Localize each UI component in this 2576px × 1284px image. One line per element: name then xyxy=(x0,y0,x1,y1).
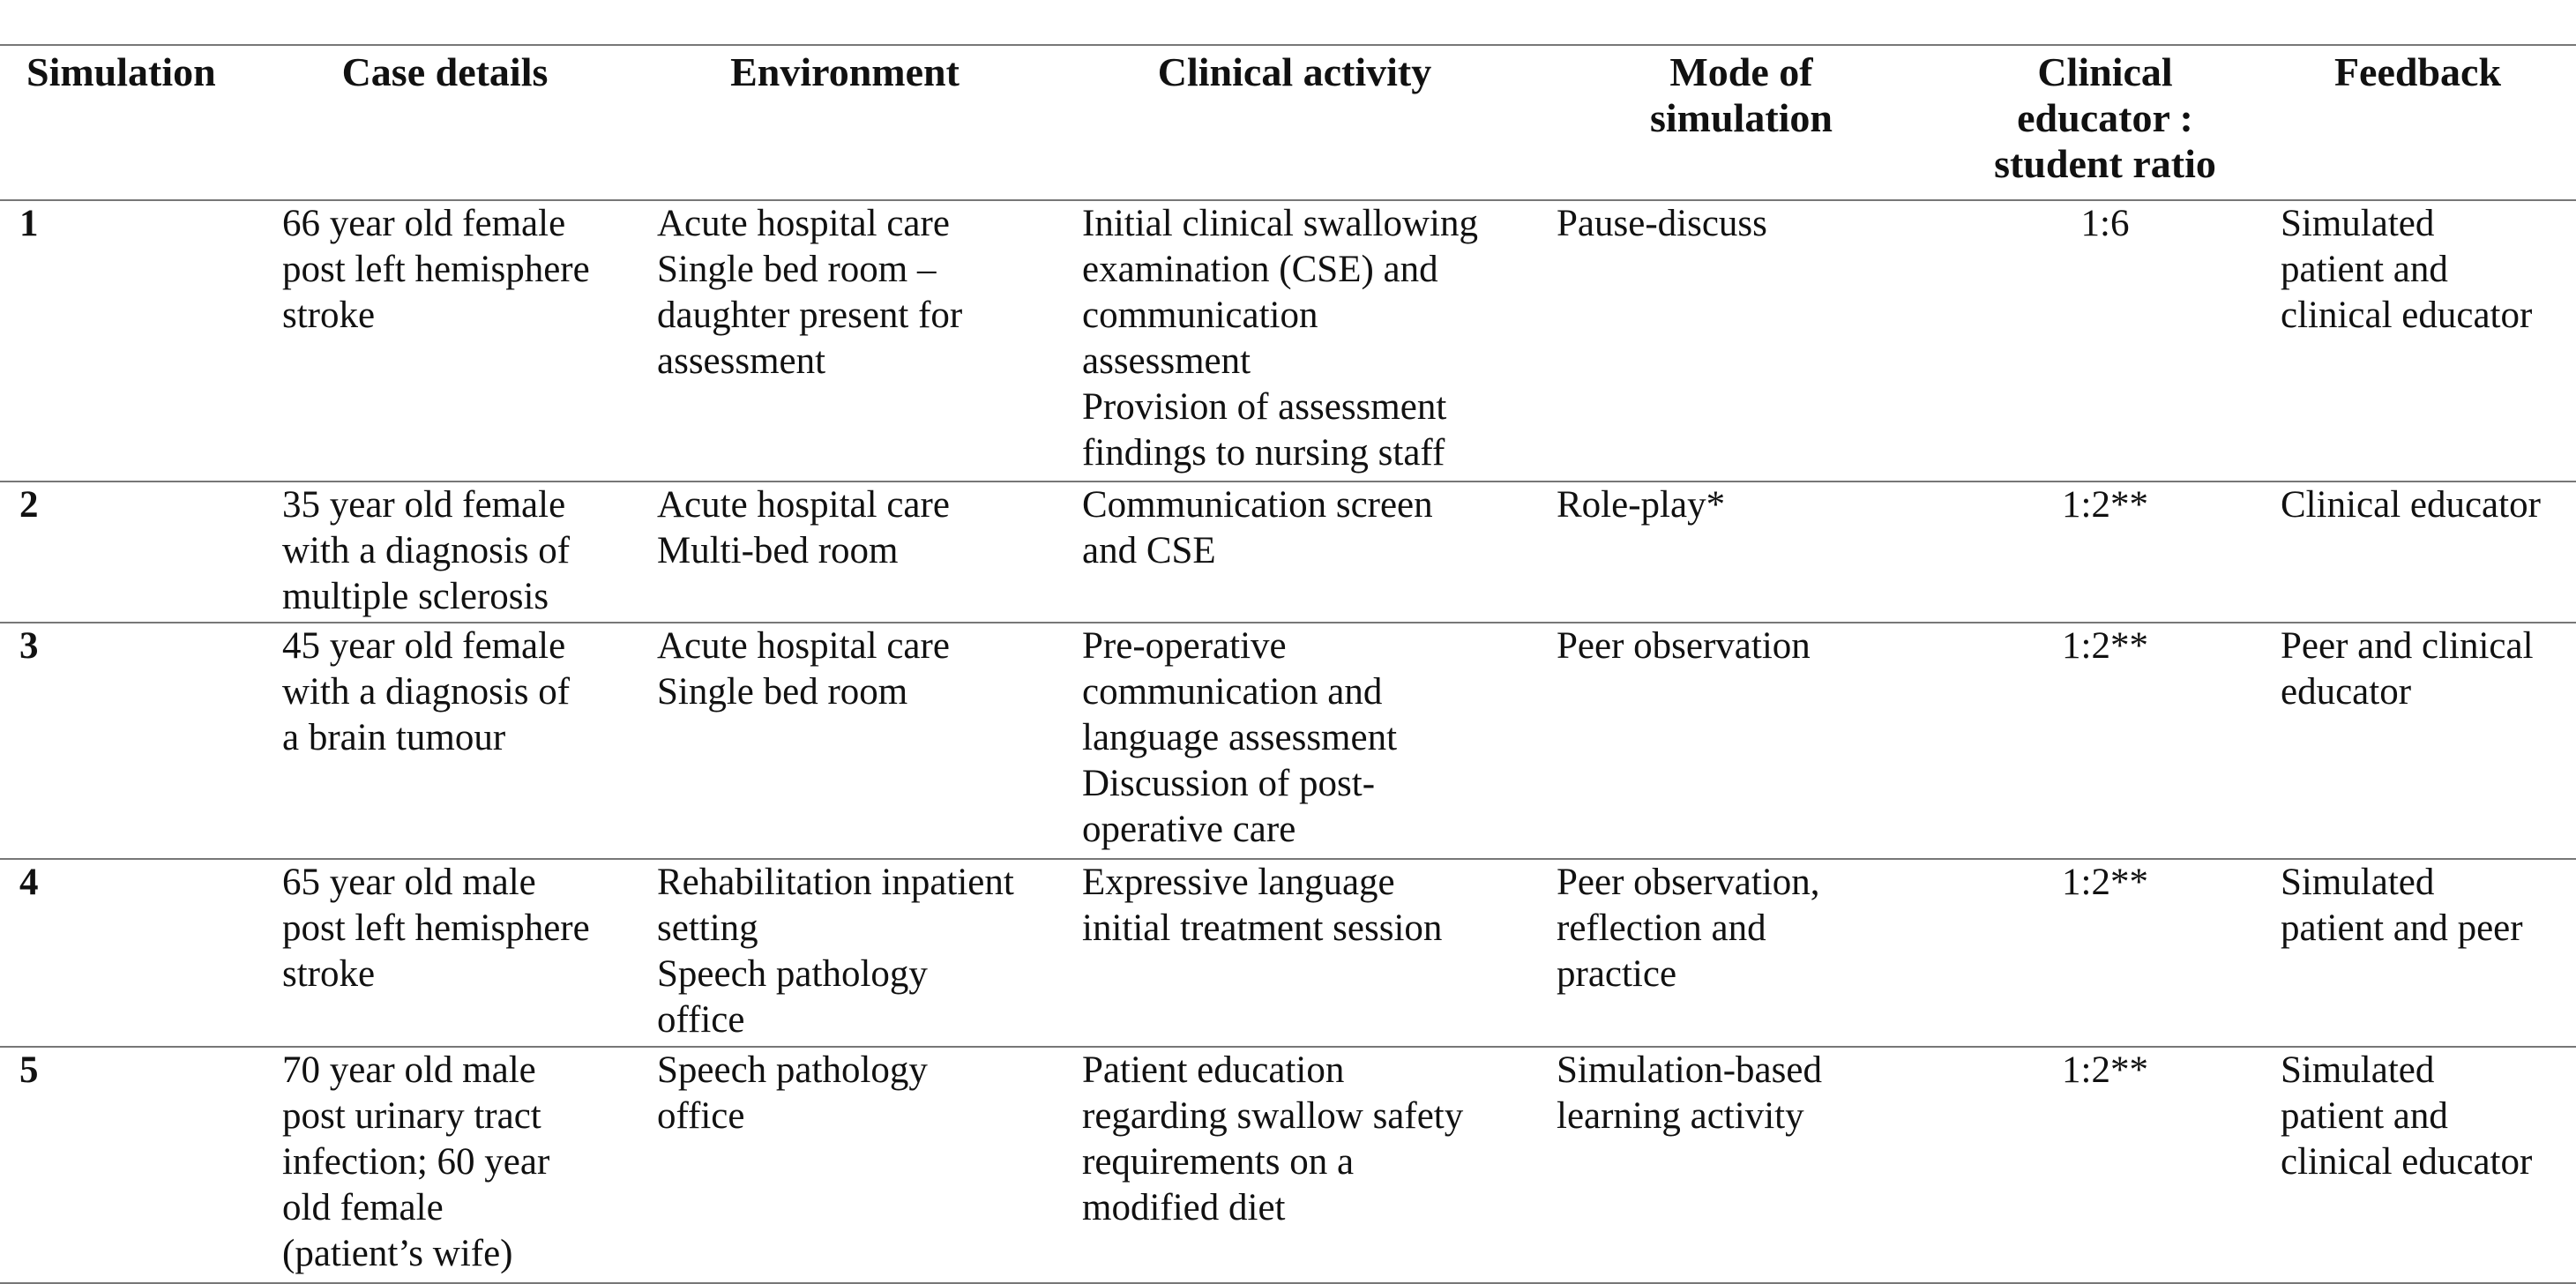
clinical-activity-line: regarding swallow safety xyxy=(1082,1095,1464,1137)
mode-cell xyxy=(1532,623,1951,859)
header-ratio-line: Clinical xyxy=(2037,49,2173,94)
environment-line: office xyxy=(657,999,745,1041)
environment-line: Single bed room xyxy=(657,671,908,713)
header-educator-student-ratio xyxy=(1951,45,2259,200)
case-details-cell xyxy=(258,1047,632,1283)
clinical-activity-line: Initial clinical swallowing xyxy=(1082,203,1479,244)
clinical-activity-line: initial treatment session xyxy=(1082,907,1443,949)
mode-cell xyxy=(1532,1047,1951,1283)
case-details-line: old female xyxy=(282,1187,444,1228)
header-mode-line: simulation xyxy=(1649,95,1833,140)
clinical-activity-line: Patient education xyxy=(1082,1049,1345,1091)
environment-line: setting xyxy=(657,907,758,949)
feedback-line: Peer and clinical xyxy=(2281,625,2534,667)
clinical-activity-line: examination (CSE) and xyxy=(1082,249,1438,290)
feedback-cell xyxy=(2259,482,2576,623)
clinical-activity-line: Communication screen xyxy=(1082,484,1433,526)
clinical-activity-line: findings to nursing staff xyxy=(1082,432,1445,474)
clinical-activity-line: requirements on a xyxy=(1082,1141,1355,1183)
feedback-line: clinical educator xyxy=(2281,1141,2533,1183)
ratio-cell: 1:2** xyxy=(2062,484,2148,526)
case-details-cell xyxy=(258,200,632,482)
clinical-activity-line: communication xyxy=(1082,295,1318,336)
ratio-cell: 1:6 xyxy=(2080,203,2130,244)
clinical-activity-cell xyxy=(1057,859,1532,1047)
environment-line: Acute hospital care xyxy=(657,203,950,244)
table-row xyxy=(0,482,2576,623)
environment-line: daughter present for xyxy=(657,295,963,336)
mode-line: Simulation-based xyxy=(1557,1049,1822,1091)
clinical-activity-line: assessment xyxy=(1082,340,1251,382)
clinical-activity-line: Discussion of post- xyxy=(1082,763,1376,804)
header-ratio-line: educator : xyxy=(2017,95,2193,140)
clinical-activity-line: and CSE xyxy=(1082,530,1216,571)
feedback-line: Simulated xyxy=(2281,203,2435,244)
header-simulation-line: Simulation xyxy=(26,49,216,94)
case-details-line: infection; 60 year xyxy=(282,1141,550,1183)
case-details-line: 66 year old female xyxy=(282,203,566,244)
case-details-line: stroke xyxy=(282,953,376,995)
environment-line: assessment xyxy=(657,340,826,382)
clinical-activity-line: Expressive language xyxy=(1082,862,1395,903)
environment-cell xyxy=(632,1047,1057,1283)
mode-line: learning activity xyxy=(1557,1095,1804,1137)
feedback-line: patient and xyxy=(2281,249,2448,290)
simulation-number: 1 xyxy=(19,203,39,244)
case-details-line: 35 year old female xyxy=(282,484,566,526)
simulation-number: 2 xyxy=(19,484,39,526)
table-row xyxy=(0,623,2576,859)
header-clinical-activity xyxy=(1057,45,1532,200)
mode-line: Peer observation xyxy=(1557,625,1811,667)
environment-cell xyxy=(632,200,1057,482)
environment-cell xyxy=(632,623,1057,859)
environment-cell xyxy=(632,482,1057,623)
feedback-line: educator xyxy=(2281,671,2412,713)
header-simulation xyxy=(0,45,258,200)
case-details-cell xyxy=(258,859,632,1047)
ratio-cell: 1:2** xyxy=(2062,1049,2148,1091)
case-details-line: 70 year old male xyxy=(282,1049,536,1091)
case-details-line: with a diagnosis of xyxy=(282,530,571,571)
environment-cell xyxy=(632,859,1057,1047)
header-case-details xyxy=(258,45,632,200)
simulation-number: 5 xyxy=(19,1049,39,1091)
case-details-line: a brain tumour xyxy=(282,717,506,758)
environment-line: Multi-bed room xyxy=(657,530,899,571)
simulation-number: 4 xyxy=(19,862,39,903)
header-ratio-line: student ratio xyxy=(1994,141,2216,186)
environment-line: Acute hospital care xyxy=(657,484,950,526)
table-body xyxy=(0,200,2576,1283)
header-clinical-activity-line: Clinical activity xyxy=(1157,49,1432,94)
feedback-cell xyxy=(2259,859,2576,1047)
clinical-activity-cell xyxy=(1057,200,1532,482)
feedback-line: clinical educator xyxy=(2281,295,2533,336)
mode-line: Pause-discuss xyxy=(1557,203,1767,244)
header-environment xyxy=(632,45,1057,200)
mode-cell xyxy=(1532,482,1951,623)
clinical-activity-line: Provision of assessment xyxy=(1082,386,1447,428)
environment-line: Acute hospital care xyxy=(657,625,950,667)
case-details-line: multiple sclerosis xyxy=(282,576,549,617)
table-row xyxy=(0,859,2576,1047)
table-header xyxy=(0,45,2576,200)
case-details-cell xyxy=(258,482,632,623)
mode-cell xyxy=(1532,859,1951,1047)
header-mode-of-simulation xyxy=(1532,45,1951,200)
case-details-line: 65 year old male xyxy=(282,862,536,903)
mode-line: Role-play* xyxy=(1557,484,1726,526)
case-details-line: post left hemisphere xyxy=(282,249,590,290)
header-feedback xyxy=(2259,45,2576,200)
clinical-activity-line: modified diet xyxy=(1082,1187,1286,1228)
environment-line: Speech pathology xyxy=(657,1049,928,1091)
mode-cell xyxy=(1532,200,1951,482)
feedback-cell xyxy=(2259,623,2576,859)
case-details-line: 45 year old female xyxy=(282,625,566,667)
clinical-activity-cell xyxy=(1057,1047,1532,1283)
clinical-activity-line: communication and xyxy=(1082,671,1383,713)
environment-line: Speech pathology xyxy=(657,953,928,995)
case-details-line: stroke xyxy=(282,295,376,336)
mode-line: practice xyxy=(1557,953,1677,995)
ratio-cell: 1:2** xyxy=(2062,862,2148,903)
mode-line: reflection and xyxy=(1557,907,1766,949)
feedback-line: patient and peer xyxy=(2281,907,2523,949)
table-row xyxy=(0,1047,2576,1283)
feedback-cell xyxy=(2259,200,2576,482)
case-details-line: with a diagnosis of xyxy=(282,671,571,713)
clinical-activity-line: Pre-operative xyxy=(1082,625,1287,667)
feedback-line: Simulated xyxy=(2281,862,2435,903)
header-environment-line: Environment xyxy=(730,49,959,94)
header-case-details-line: Case details xyxy=(341,49,549,94)
feedback-line: patient and xyxy=(2281,1095,2448,1137)
environment-line: Rehabilitation inpatient xyxy=(657,862,1014,903)
ratio-cell: 1:2** xyxy=(2062,625,2148,667)
simulation-number: 3 xyxy=(19,625,39,667)
clinical-activity-line: language assessment xyxy=(1082,717,1398,758)
clinical-activity-cell xyxy=(1057,482,1532,623)
case-details-line: post urinary tract xyxy=(282,1095,541,1137)
feedback-line: Simulated xyxy=(2281,1049,2435,1091)
cropped-caption-fragment xyxy=(459,0,829,9)
header-row xyxy=(0,45,2576,200)
feedback-cell xyxy=(2259,1047,2576,1283)
header-feedback-line: Feedback xyxy=(2333,49,2502,94)
feedback-line: Clinical educator xyxy=(2281,484,2541,526)
case-details-cell xyxy=(258,623,632,859)
environment-line: office xyxy=(657,1095,745,1137)
case-details-line: (patient’s wife) xyxy=(282,1233,513,1274)
case-details-line: post left hemisphere xyxy=(282,907,590,949)
environment-line: Single bed room – xyxy=(657,249,937,290)
header-mode-line: Mode of xyxy=(1669,49,1813,94)
clinical-activity-line: operative care xyxy=(1082,809,1296,850)
mode-line: Peer observation, xyxy=(1557,862,1820,903)
clinical-activity-cell xyxy=(1057,623,1532,859)
simulation-details-table xyxy=(0,44,2576,1284)
table-row xyxy=(0,200,2576,482)
